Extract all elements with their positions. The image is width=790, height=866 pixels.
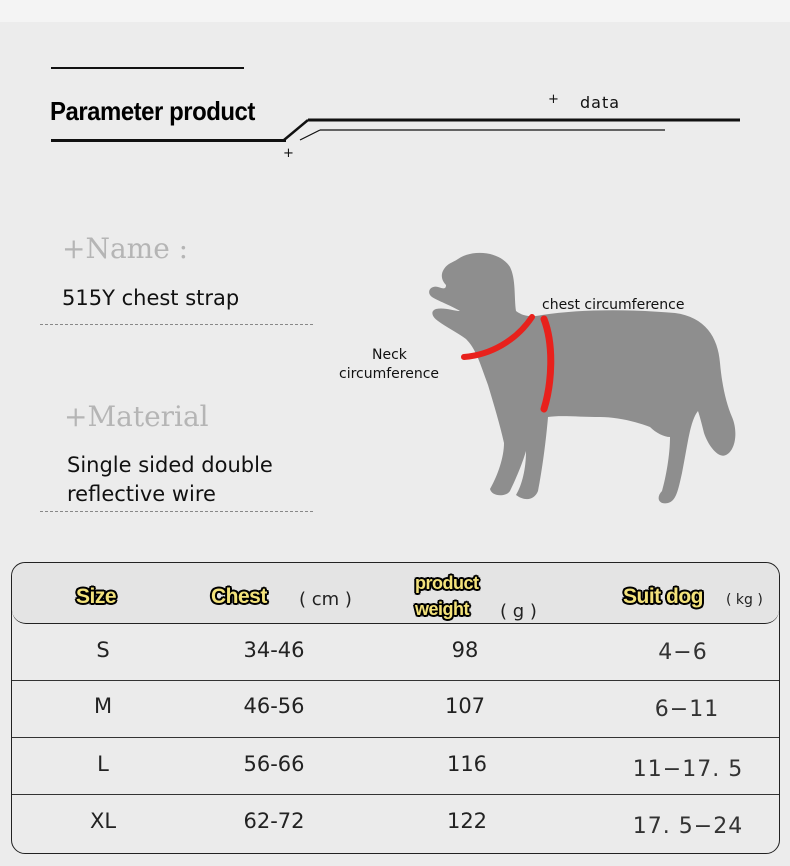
cell-suit-kg: 6−11 bbox=[654, 697, 720, 722]
cell-size: XL bbox=[89, 809, 117, 833]
page-title: Parameter product bbox=[50, 96, 255, 126]
table-row bbox=[12, 794, 779, 851]
cell-weight: 98 bbox=[451, 638, 479, 662]
dog-silhouette-icon bbox=[420, 245, 740, 510]
cell-chest: 56-66 bbox=[243, 752, 305, 776]
neck-annotation-line2: circumference bbox=[339, 366, 440, 382]
cell-size: L bbox=[97, 752, 109, 776]
header-angled-rules bbox=[280, 115, 750, 145]
plus-mark-top: + bbox=[548, 92, 559, 107]
material-value-line2: reflective wire bbox=[67, 482, 216, 506]
material-value-line1: Single sided double bbox=[67, 453, 273, 477]
top-band bbox=[0, 0, 790, 22]
cell-chest: 34-46 bbox=[243, 638, 305, 662]
header-suit-unit: ( kg ) bbox=[726, 592, 763, 608]
name-divider bbox=[40, 324, 313, 325]
name-label: +Name : bbox=[62, 232, 189, 265]
cell-weight: 116 bbox=[446, 752, 488, 776]
data-tag: data bbox=[580, 93, 621, 112]
header-weight-line2: weight bbox=[415, 599, 469, 619]
cell-chest: 46-56 bbox=[243, 694, 305, 718]
cell-weight: 107 bbox=[444, 694, 486, 718]
cell-suit-kg: 17. 5−24 bbox=[632, 814, 744, 839]
cell-chest: 62-72 bbox=[243, 809, 305, 833]
cell-size: S bbox=[96, 638, 110, 662]
chest-annotation: chest circumference bbox=[542, 297, 685, 313]
header-suit: Suit dog bbox=[623, 585, 703, 608]
header-short-rule bbox=[51, 67, 244, 69]
cell-weight: 122 bbox=[446, 809, 488, 833]
header-size: Size bbox=[76, 585, 117, 608]
name-value: 515Y chest strap bbox=[62, 286, 240, 310]
header-underline-rule bbox=[51, 139, 286, 142]
header-chest: Chest bbox=[211, 585, 267, 608]
header-weight-line1: product bbox=[415, 573, 479, 593]
cell-suit-kg: 4−6 bbox=[658, 640, 708, 665]
table-row bbox=[12, 680, 779, 738]
material-divider bbox=[40, 511, 313, 512]
neck-annotation-line1: Neck bbox=[372, 347, 407, 363]
material-label: +Material bbox=[64, 400, 209, 433]
header-chest-unit: ( cm ) bbox=[299, 589, 352, 610]
size-table bbox=[11, 562, 780, 854]
cell-size: M bbox=[93, 694, 113, 718]
table-row bbox=[12, 623, 779, 681]
plus-mark-bottom: + bbox=[283, 146, 294, 161]
header-weight-unit: ( g ) bbox=[500, 601, 537, 622]
cell-suit-kg: 11−17. 5 bbox=[632, 757, 744, 782]
table-row bbox=[12, 737, 779, 795]
table-header bbox=[12, 563, 779, 624]
